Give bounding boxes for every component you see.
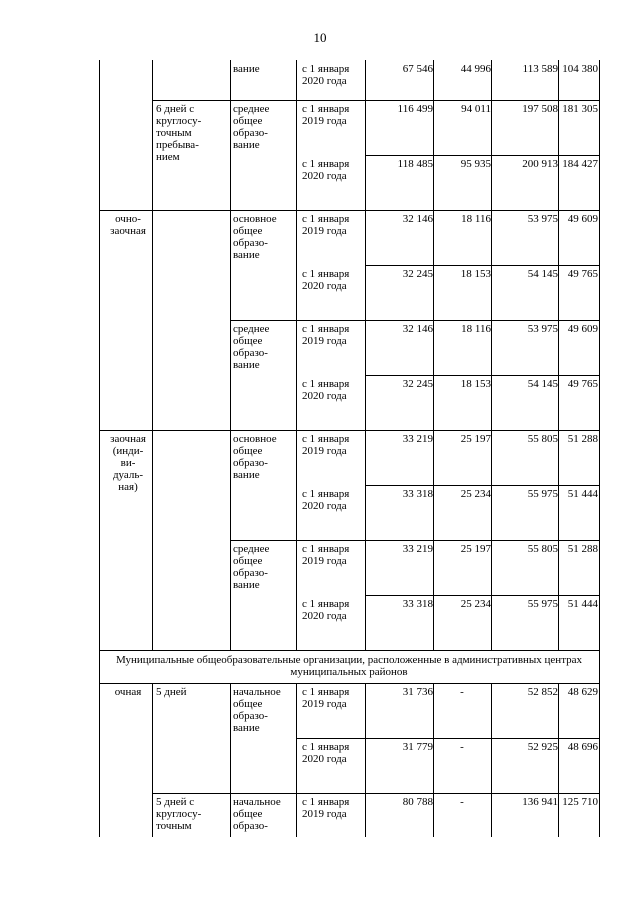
section-title: Муниципальные общеобразовательные организации, расположенные в административных центрах муниципальных районов [115, 654, 583, 678]
column-border [365, 683, 366, 837]
cell-mode: 5 дней с круглосу- точным [156, 796, 202, 832]
cell-v1: 33 219 [402, 543, 433, 555]
cell-level: среднее общее образо- вание [233, 323, 270, 371]
cell-v4: 51 444 [567, 488, 598, 500]
cell-v3: 52 925 [527, 741, 558, 753]
cell-level: среднее общее образо- вание [233, 103, 270, 151]
column-border [365, 60, 366, 650]
cell-date: с 1 января 2020 года [302, 158, 350, 182]
row-separator [230, 320, 599, 321]
cell-v2: 25 234 [460, 488, 491, 500]
cell-date: с 1 января 2019 года [302, 796, 350, 820]
cell-group: очно- заочная [110, 213, 146, 237]
cell-level: основное общее образо- вание [233, 213, 277, 261]
cell-v1: 32 146 [402, 213, 433, 225]
cell-v1: 31 736 [402, 686, 433, 698]
row-separator [365, 595, 599, 596]
cell-v2: 25 197 [460, 433, 491, 445]
cell-v3: 52 852 [527, 686, 558, 698]
cell-date: с 1 января 2020 года [302, 378, 350, 402]
cell-v2: 95 935 [460, 158, 491, 170]
cell-level: среднее общее образо- вание [233, 543, 270, 591]
cell-v3: 53 975 [527, 323, 558, 335]
section-bottom-border [99, 683, 599, 684]
column-border [152, 60, 153, 650]
cell-date: с 1 января 2019 года [302, 213, 350, 237]
column-border [296, 60, 297, 650]
cell-v1: 118 485 [397, 158, 433, 170]
cell-v3: 55 805 [527, 433, 558, 445]
cell-v4: 51 444 [567, 598, 598, 610]
row-separator [365, 485, 599, 486]
cell-v1: 32 245 [402, 268, 433, 280]
row-separator [152, 793, 599, 794]
cell-level: начальное общее образо- вание [233, 686, 281, 734]
cell-v4: 49 609 [567, 213, 598, 225]
cell-v1: 32 245 [402, 378, 433, 390]
cell-group: очная [114, 686, 142, 698]
cell-v4: 184 427 [562, 158, 598, 170]
column-border [152, 683, 153, 837]
cell-v1: 80 788 [402, 796, 433, 808]
cell-date: с 1 января 2019 года [302, 543, 350, 567]
cell-v4: 51 288 [567, 433, 598, 445]
cell-v4: 125 710 [562, 796, 598, 808]
cell-v4: 51 288 [567, 543, 598, 555]
cell-date: с 1 января 2020 года [302, 741, 350, 765]
row-separator [365, 155, 599, 156]
column-border [433, 683, 434, 837]
cell-v3: 55 975 [527, 598, 558, 610]
section-top-border [99, 650, 599, 651]
row-separator [99, 210, 599, 211]
column-border [99, 683, 100, 837]
column-border [491, 683, 492, 837]
cell-mode: 6 дней с круглосу- точным пребыва- нием [156, 103, 202, 163]
column-border [558, 683, 559, 837]
row-separator [152, 100, 599, 101]
cell-v2: - [460, 741, 464, 753]
cell-level: вание [233, 63, 260, 75]
cell-v2: - [460, 796, 464, 808]
cell-v4: 181 305 [562, 103, 598, 115]
cell-v4: 49 609 [567, 323, 598, 335]
cell-v3: 53 975 [527, 213, 558, 225]
cell-v3: 197 508 [522, 103, 558, 115]
cell-date: с 1 января 2020 года [302, 63, 350, 87]
cell-v3: 136 941 [522, 796, 558, 808]
column-border [433, 60, 434, 650]
cell-level: начальное общее образо- [233, 796, 281, 832]
column-border [558, 60, 559, 650]
cell-date: с 1 января 2019 года [302, 103, 350, 127]
cell-group: заочная (инди- ви- дуаль- ная) [110, 433, 146, 493]
column-border [491, 60, 492, 650]
cell-v3: 55 805 [527, 543, 558, 555]
column-border [599, 60, 600, 650]
column-border [599, 683, 600, 837]
cell-v2: 18 153 [460, 378, 491, 390]
row-separator [99, 430, 599, 431]
cell-v3: 55 975 [527, 488, 558, 500]
cell-v1: 33 219 [402, 433, 433, 445]
column-border [99, 60, 100, 650]
row-separator [365, 375, 599, 376]
cell-v2: 25 234 [460, 598, 491, 610]
cell-v1: 116 499 [397, 103, 433, 115]
cell-date: с 1 января 2019 года [302, 323, 350, 347]
row-separator [296, 738, 599, 739]
cell-v2: 18 153 [460, 268, 491, 280]
section-left-border [99, 650, 100, 683]
cell-date: с 1 января 2020 года [302, 268, 350, 292]
cell-v4: 48 629 [567, 686, 598, 698]
cell-mode: 5 дней [156, 686, 187, 698]
cell-v2: 18 116 [461, 213, 491, 225]
cell-v2: 18 116 [461, 323, 491, 335]
cell-date: с 1 января 2019 года [302, 686, 350, 710]
cell-v3: 54 145 [527, 268, 558, 280]
row-separator [365, 265, 599, 266]
cell-v1: 33 318 [402, 598, 433, 610]
column-border [230, 60, 231, 650]
cell-v1: 31 779 [402, 741, 433, 753]
cell-v3: 54 145 [527, 378, 558, 390]
cell-v2: - [460, 686, 464, 698]
cell-v3: 113 589 [522, 63, 558, 75]
table-grid [99, 60, 599, 832]
cell-date: с 1 января 2020 года [302, 488, 350, 512]
cell-v4: 49 765 [567, 268, 598, 280]
cell-v4: 48 696 [567, 741, 598, 753]
page-number: 10 [313, 30, 327, 45]
cell-date: с 1 января 2019 года [302, 433, 350, 457]
cell-v4: 104 380 [562, 63, 598, 75]
tariff-table [99, 60, 599, 832]
row-separator [230, 540, 599, 541]
column-border [230, 683, 231, 837]
cell-v2: 44 996 [460, 63, 491, 75]
cell-v4: 49 765 [567, 378, 598, 390]
cell-date: с 1 января 2020 года [302, 598, 350, 622]
cell-v2: 94 011 [461, 103, 491, 115]
column-border [296, 683, 297, 837]
cell-v1: 33 318 [402, 488, 433, 500]
cell-level: основное общее образо- вание [233, 433, 277, 481]
cell-v1: 67 546 [402, 63, 433, 75]
cell-v2: 25 197 [460, 543, 491, 555]
section-right-border [599, 650, 600, 683]
cell-v1: 32 146 [402, 323, 433, 335]
cell-v3: 200 913 [522, 158, 558, 170]
